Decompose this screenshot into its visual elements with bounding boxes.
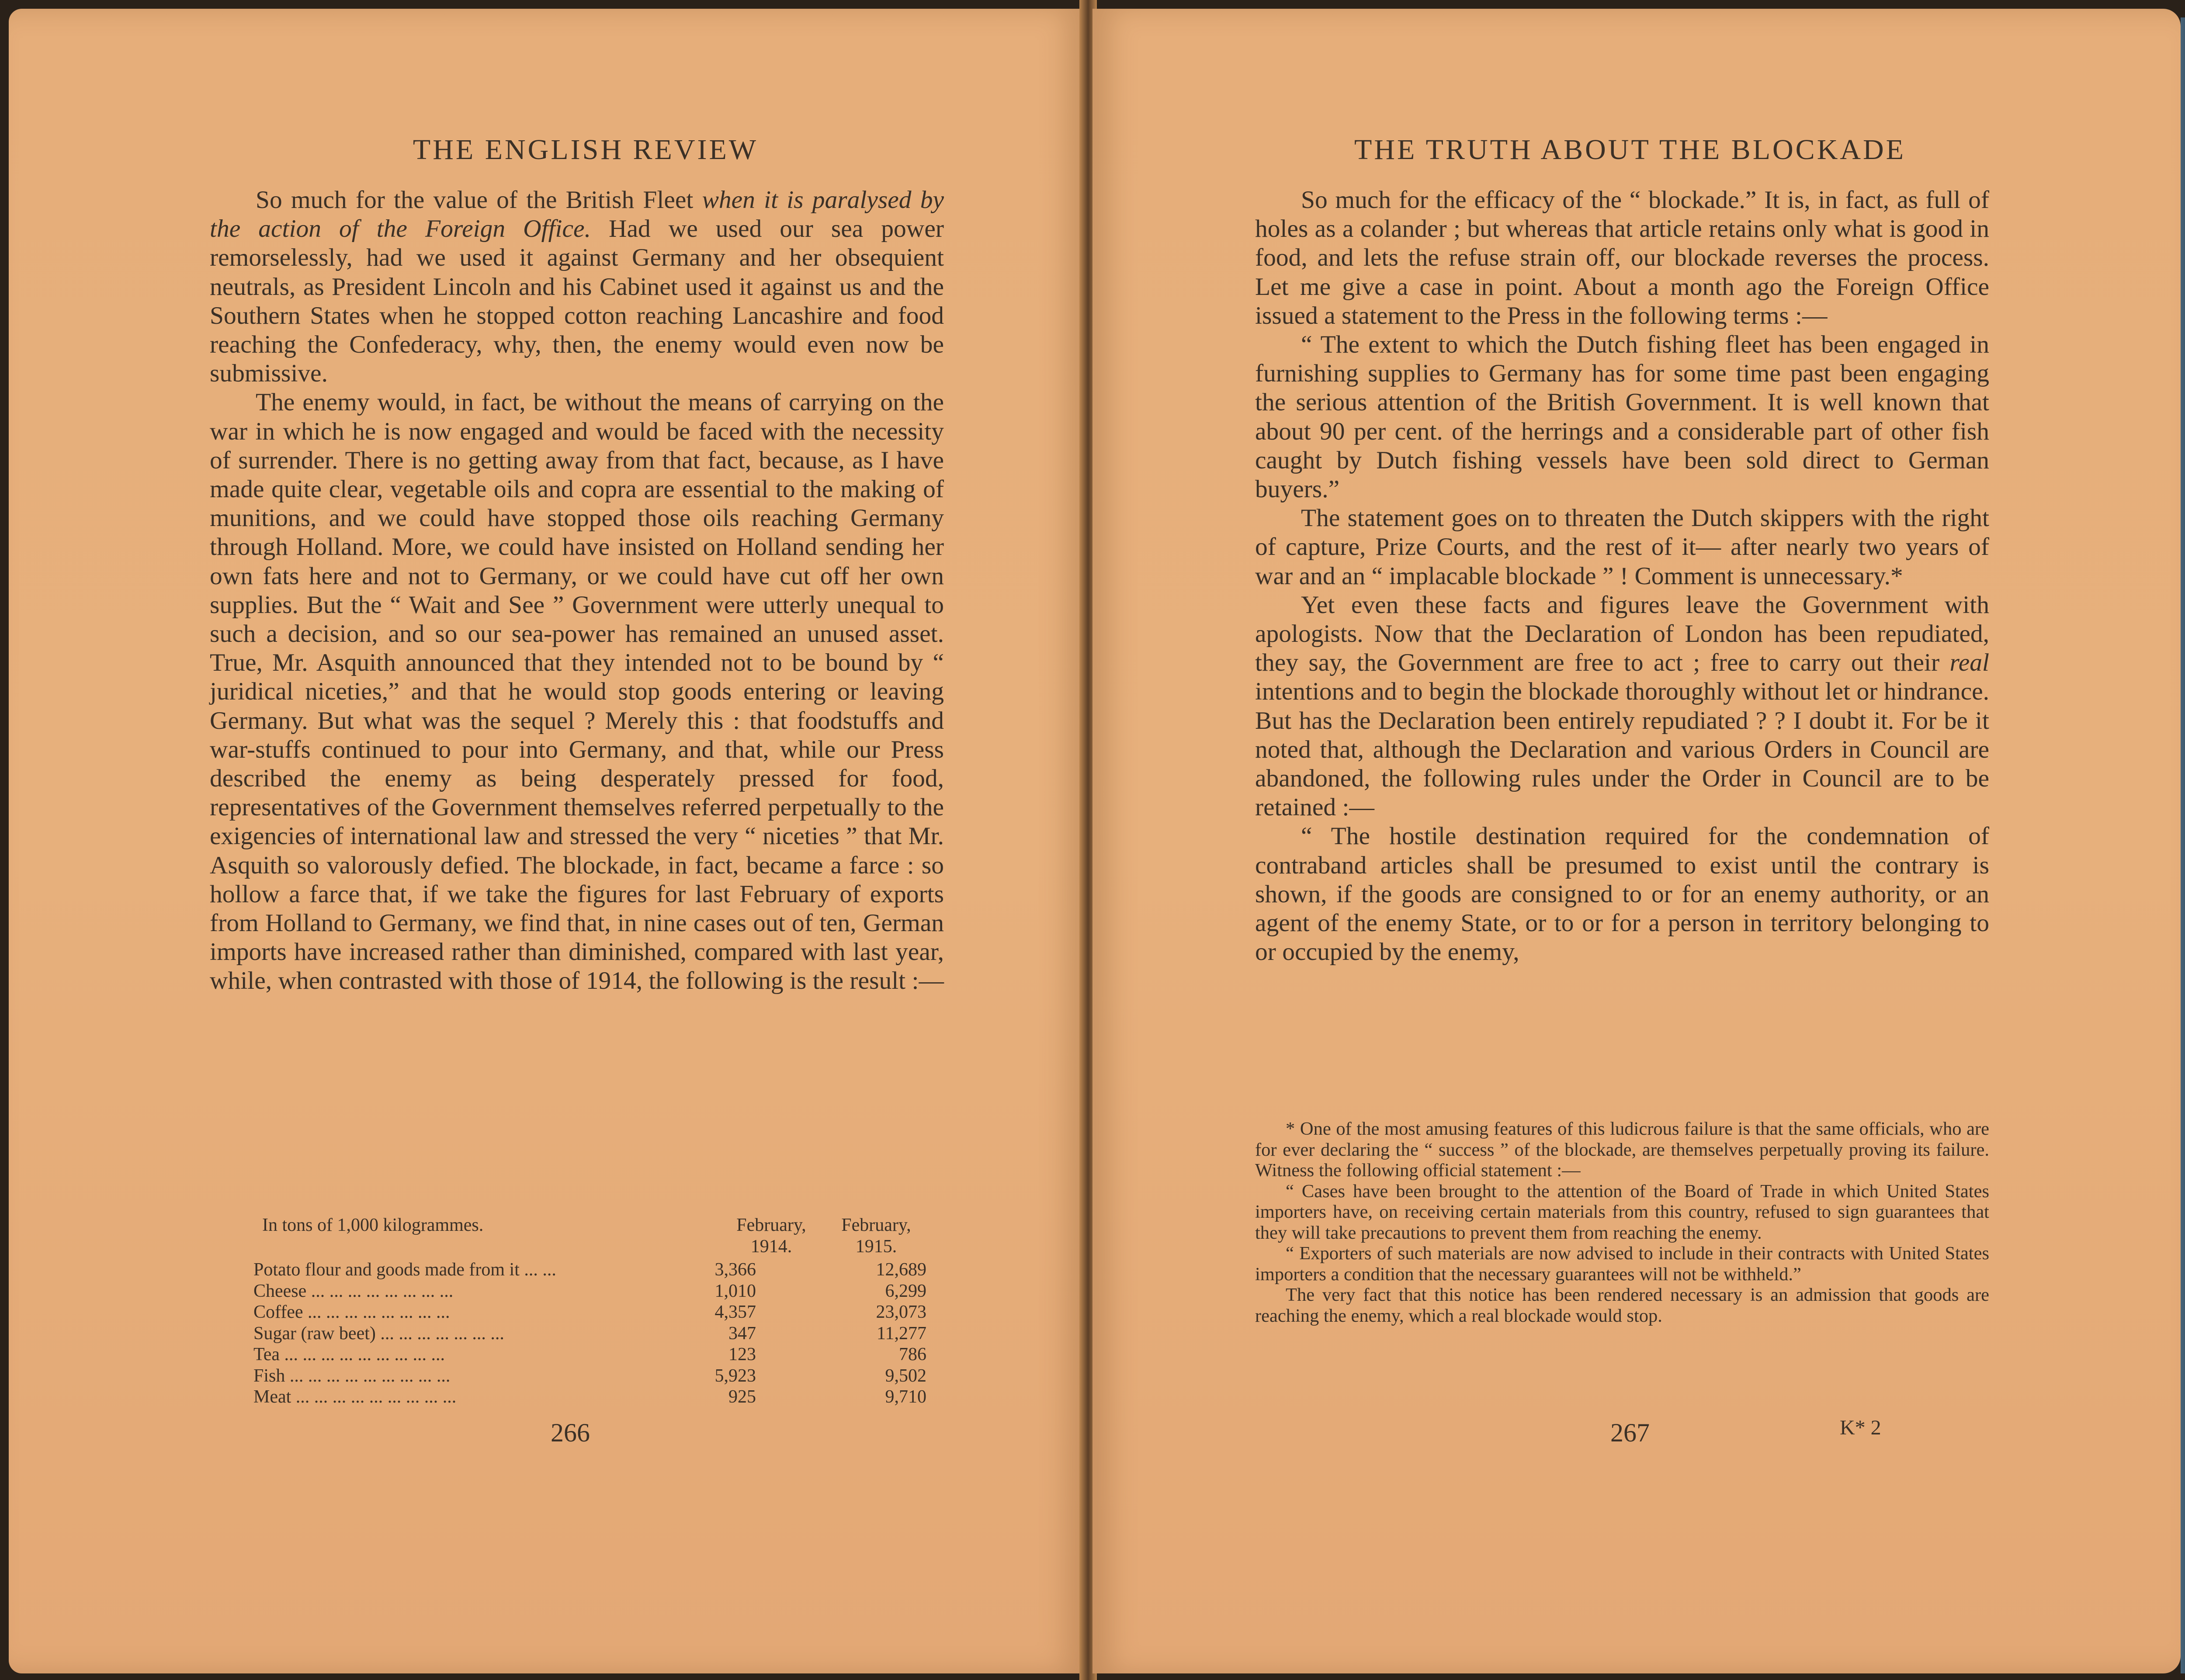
body-text — [1255, 186, 1989, 966]
paragraph: The enemy would, in fact, be without the means of carrying on the war in which he is now engaged and would be faced with the necessity of surrender. There is no getting away from that fact, because, as I have made quite clear, vegetable oils and copra are essential to the making of munitions, and we could have stopped those oils reaching Germany through Holland. More, we could have insisted on Holland sending her own fats here and not to Germany, or we could have cut off her own supplies. But the “ Wait and See ” Government were utterly unequal to such a decision, and so our sea-power has remained an unused asset. True, Mr. Asquith announced that they intended not to be bound by “ juridical niceties,” and that he would stop goods entering or leaving Germany. But what was the sequel ? Merely this : that foodstuffs and war-stuffs continued to pour into Germany, and that, while our Press described the enemy as being desperately pressed for food, representatives of the Government themselves referred perpetually to the exigencies of international law and stressed the very “ niceties ” that Mr. Asquith so valorously defied. The blockade, in fact, became a farce : so hollow a farce that, if we take the figures for last February of exports from Holland to Germany, we find that, in nine cases out of ten, German imports have increased rather than diminished, compared with last year, while, when contrasted with those of 1914, the following is the result :— — [210, 388, 944, 995]
paragraph: The statement goes on to threaten the Dutch skippers with the right of capture, Prize Courts, and the rest of it— after nearly two years of war and an “ implacable blockade ” ! Comment is unnecessary.* — [1255, 504, 1989, 590]
table-row — [253, 1323, 935, 1344]
value-1914: 347 — [728, 1323, 756, 1344]
value-1914: 123 — [728, 1344, 756, 1365]
italic-phrase: when it is paralysed by the action of the Foreign Office. — [210, 186, 944, 243]
value-1914: 3,366 — [714, 1260, 756, 1280]
value-1915: 11,277 — [877, 1323, 926, 1344]
footnote-paragraph: “ Exporters of such materials are now advised to include in their contracts with United States importers a condition that the necessary guarantees will not be withheld.” — [1255, 1243, 1989, 1285]
value-1914: 925 — [728, 1387, 756, 1407]
row-label: Meat ... ... ... ... ... ... ... ... ... — [253, 1387, 457, 1407]
paragraph-text: So much for the value of the British Fleet — [256, 186, 702, 214]
value-1915: 9,710 — [885, 1387, 926, 1407]
table-caption: In tons of 1,000 kilogrammes. — [262, 1215, 484, 1235]
paragraph-text: Had we used our sea power remorselessly, had we used it against Germany and her obsequient neutrals, as President Lincoln and his Cabinet used it against us and the Southern States when he stopped cotton reaching Lancashire and food reaching the Confederacy, why, then, the enemy would even now be submissive. — [210, 215, 944, 388]
quoted-paragraph: “ The extent to which the Dutch fishing fleet has been engaged in furnishing supplies to Germany has for some time past been engaging the serious attention of the British Government. It is well known that about 90 per cent. of the herrings and a considerable part of other fish caught by Dutch fishing vessels have been sold direct to German buyers.” — [1255, 331, 1989, 503]
quoted-paragraph: “ The hostile destination required for the condemnation of contraband articles shall be presumed to exist until the contrary is shown, if the goods are consigned to or for an enemy authority, or an agent of the enemy State, or to or for a person in territory belonging to or occupied by the enemy, — [1255, 822, 1989, 966]
cover-edge — [2181, 17, 2185, 1673]
footnote-paragraph: “ Cases have been brought to the attention of the Board of Trade in which United States importers have, on receiving certain materials from this country, refused to sign guarantees that they will take precautions to prevent them from reaching the enemy. — [1255, 1181, 1989, 1243]
footnote-paragraph: * One of the most amusing features of this ludicrous failure is that the same officials, who are for ever declaring the “ success ” of the blockade, are themselves perpetually proving its failure. Witness the following official statement :— — [1255, 1119, 1989, 1181]
left-page — [9, 9, 1084, 1673]
value-1915: 786 — [899, 1344, 926, 1365]
table-body — [253, 1259, 935, 1408]
body-text — [210, 186, 944, 996]
column-header-1915: February, 1915. — [841, 1215, 911, 1257]
table-row — [253, 1386, 935, 1408]
footnote-paragraph: The very fact that this notice has been rendered necessary is an admission that goods are reaching the enemy, which a real blockade would stop. — [1255, 1285, 1989, 1326]
footnote — [1255, 1119, 1989, 1326]
value-1915: 12,689 — [876, 1260, 926, 1280]
table-row — [253, 1259, 935, 1281]
value-1914: 1,010 — [714, 1281, 756, 1301]
column-header-1914: February, 1914. — [736, 1215, 806, 1257]
page-number: 267 — [1610, 1418, 1650, 1447]
value-1915: 23,073 — [876, 1302, 926, 1322]
paragraph — [210, 186, 944, 388]
table-row — [253, 1344, 935, 1365]
right-page — [1092, 9, 2181, 1673]
value-1914: 5,923 — [714, 1365, 756, 1386]
value-1915: 9,502 — [885, 1365, 926, 1386]
italic-word: real — [1949, 649, 1989, 677]
row-label: Fish ... ... ... ... ... ... ... ... ... — [253, 1365, 451, 1386]
paragraph: So much for the efficacy of the “ blockade.” It is, in fact, as full of holes as a colander ; but whereas that article retains only what is good in food, and lets the refuse strain off, our blockade reverses the process. Let me give a case in point. About a month ago the Foreign Office issued a statement to the Press in the following terms :— — [1255, 186, 1989, 329]
paragraph-text: intentions and to begin the blockade thoroughly without let or hindrance. But has the Declaration been entirely repudiated ? ? I doubt it. For be it noted that, although the Declaration and various Orders in Council are abandoned, the following rules under the Order in Council are to be retained :— — [1255, 678, 1989, 821]
table-row — [253, 1302, 935, 1323]
table-row — [253, 1365, 935, 1387]
value-1915: 6,299 — [885, 1281, 926, 1301]
value-1914: 4,357 — [714, 1302, 756, 1322]
paragraph-text: Yet even these facts and figures leave the Government with apologists. Now that the Declaration of London has been repudiated, they say, the Government are free to act ; free to carry out their — [1255, 591, 1989, 677]
page-number: 266 — [551, 1418, 590, 1447]
signature-mark: K* 2 — [1840, 1416, 1881, 1439]
paragraph — [1255, 591, 1989, 822]
row-label: Sugar (raw beet) ... ... ... ... ... ... ... — [253, 1323, 504, 1344]
running-head: THE TRUTH ABOUT THE BLOCKADE — [1354, 134, 1906, 166]
row-label: Coffee ... ... ... ... ... ... ... ... — [253, 1302, 450, 1322]
row-label: Tea ... ... ... ... ... ... ... ... ... — [253, 1344, 445, 1365]
row-label: Potato flour and goods made from it ... ... — [253, 1260, 556, 1280]
running-head: THE ENGLISH REVIEW — [413, 134, 759, 166]
table-row — [253, 1281, 935, 1302]
row-label: Cheese ... ... ... ... ... ... ... ... — [253, 1281, 454, 1301]
